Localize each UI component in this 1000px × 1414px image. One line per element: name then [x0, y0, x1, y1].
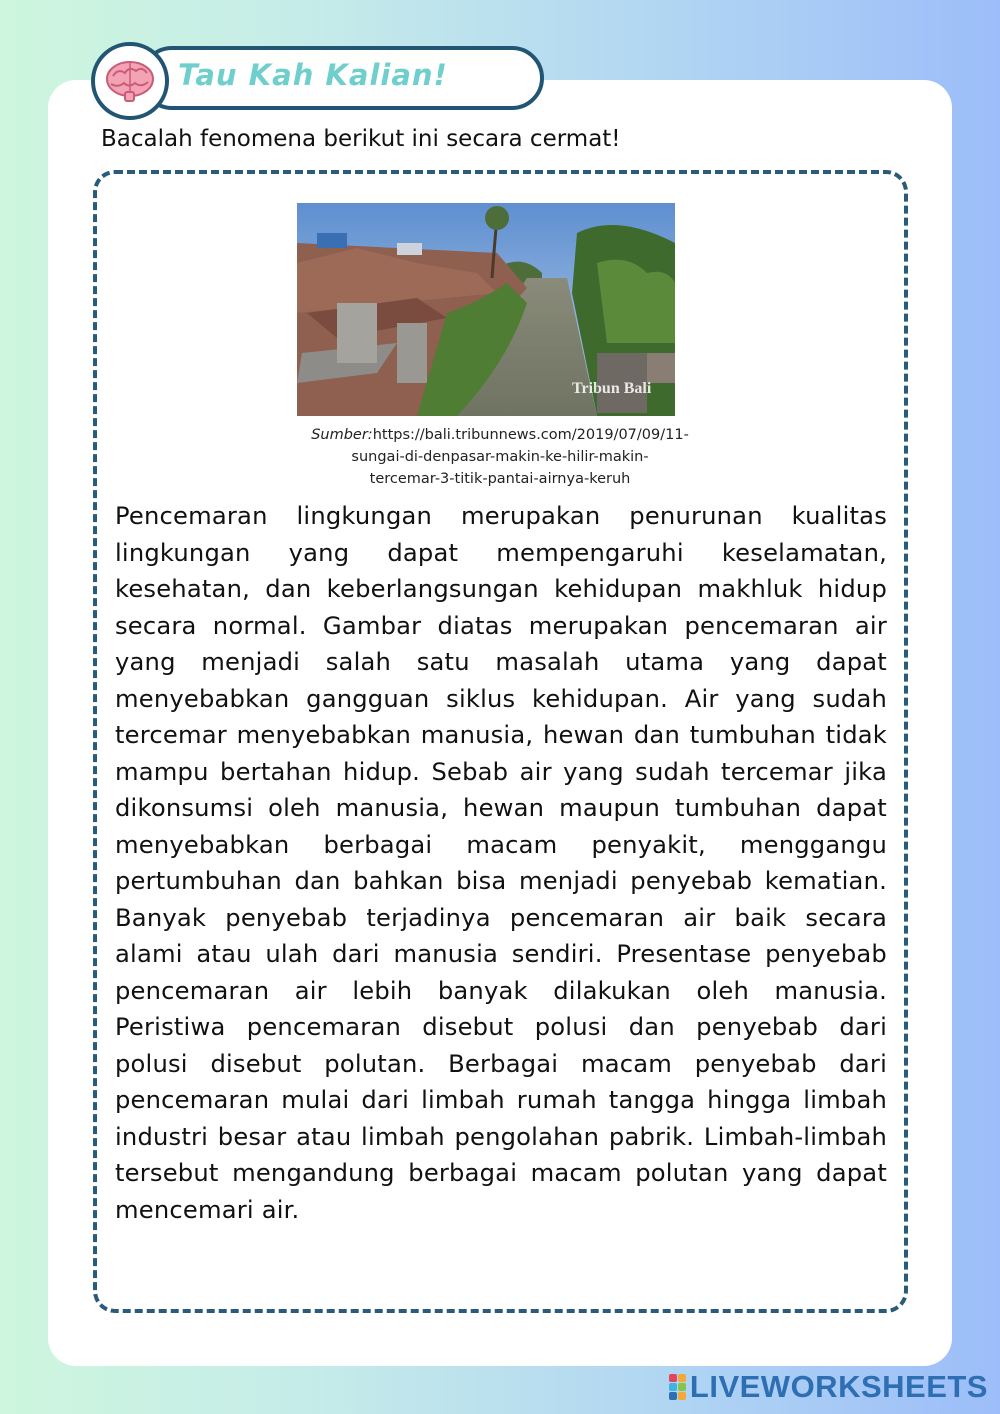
image-source-caption: [200, 424, 800, 490]
liveworksheets-logo-icon: [669, 1374, 686, 1400]
reading-paragraph: Pencemaran lingkungan merupakan penurunan kualitas lingkungan yang dapat mempengaruhi keselamatan, kesehatan, dan keberlangsungan kehidupan makhluk hidup secara normal. Gambar diatas merupakan pencemaran air yang menjadi salah satu masalah utama yang dapat menyebabkan gangguan siklus kehidupan. Air yang sudah tercemar menyebabkan manusia, hewan dan tumbuhan tidak mampu bertahan hidup. Sebab air yang sudah tercemar jika dikonsumsi oleh manusia, hewan maupun tumbuhan dapat menyebabkan berbagai macam penyakit, menggangu pertumbuhan dan bahkan bisa menjadi penyebab kematian. Banyak penyebab terjadinya pencemaran air baik secara alami atau ulah dari manusia sendiri. Presentase penyebab pencemaran air lebih banyak dilakukan oleh manusia. Peristiwa pencemaran disebut polusi dan penyebab dari polusi disebut polutan. Berbagai macam penyebab dari pencemaran mulai dari limbah rumah tangga hingga limbah industri besar atau limbah pengolahan pabrik. Limbah-limbah tersebut mengandung berbagai macam polutan yang dapat mencemari air.: [115, 502, 887, 1224]
caption-prefix: Sumber:: [311, 427, 373, 443]
river-pollution-photo: [297, 203, 675, 416]
caption-line-2[interactable]: sungai-di-denpasar-makin-ke-hilir-makin-: [351, 449, 649, 465]
page-title: Tau Kah Kalian!: [178, 58, 448, 92]
liveworksheets-brand-text: LIVEWORKSHEETS: [689, 1369, 988, 1404]
liveworksheets-logo: [669, 1370, 988, 1404]
brain-icon: [91, 42, 169, 120]
caption-line-3[interactable]: tercemar-3-titik-pantai-airnya-keruh: [369, 471, 631, 487]
caption-url-part-1[interactable]: https://bali.tribunnews.com/2019/07/09/11-: [372, 427, 689, 443]
caption-line-1: [200, 424, 800, 446]
instruction-text: Bacalah fenomena berikut ini secara cermat!: [101, 126, 621, 152]
photo-watermark: Tribun Bali: [572, 380, 652, 397]
